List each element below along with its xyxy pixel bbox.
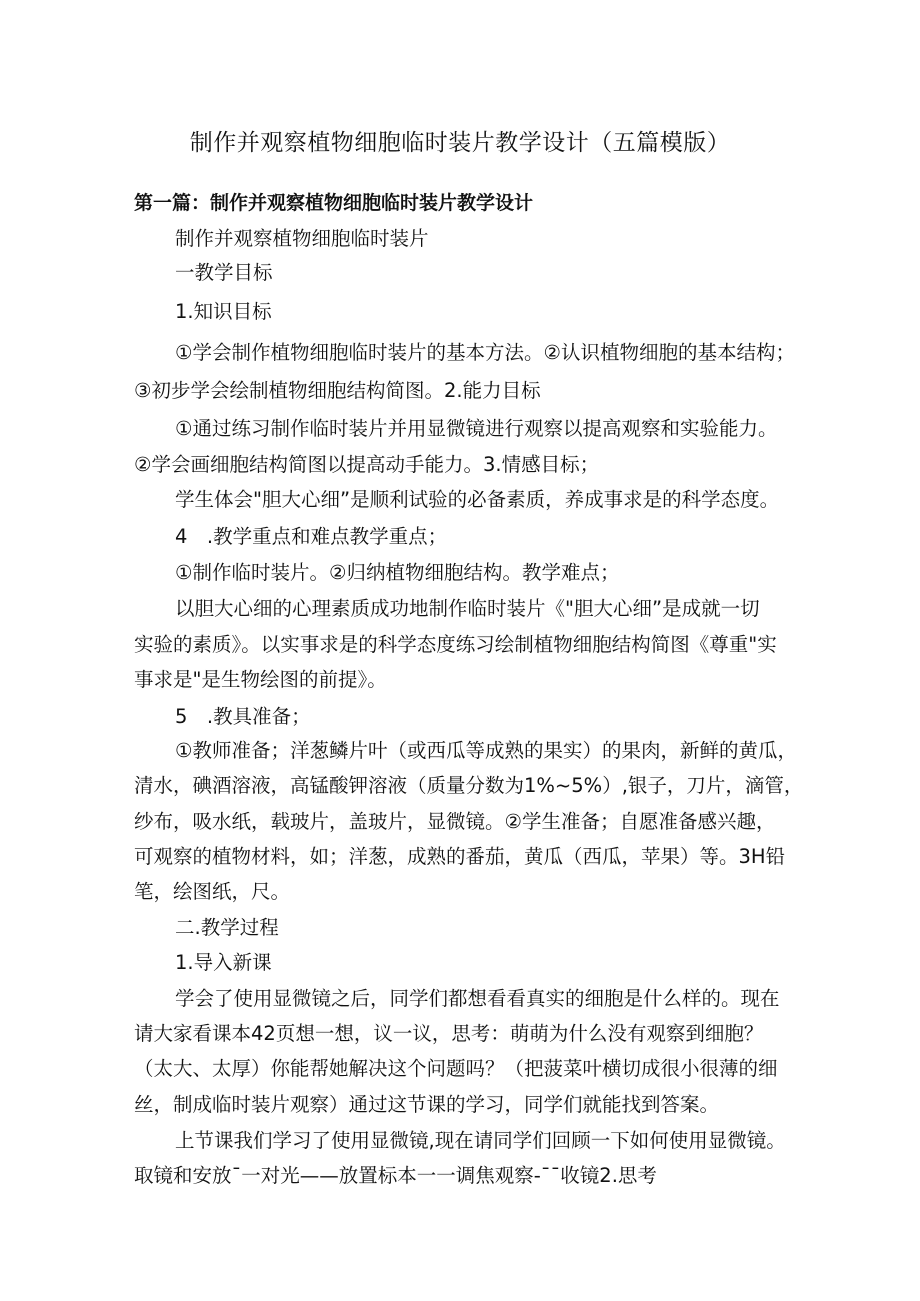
paragraph-line: （太大、太厚）你能帮她解决这个问题吗？（把菠菜叶横切成很小很薄的细 [134, 1057, 778, 1080]
paragraph-line: 清水，碘酒溶液，高锰酸钾溶液（质量分数为1%~5%）,银子，刀片，滴管， [134, 774, 804, 797]
paragraph-line: 纱布，吸水纸，载玻片，盖玻片，显微镜。②学生准备；自愿准备感兴趣， [134, 810, 776, 833]
paragraph-line: 请大家看课本42页想一想，议一议，思考：萌萌为什么没有观察到细胞？ [134, 1022, 764, 1045]
paragraph-line: 以胆大心细的心理素质成功地制作临时装片《"胆大心细”是成就一切 [175, 597, 760, 620]
paragraph-line: 可观察的植物材料，如；洋葱，成熟的番茄，黄瓜（西瓜，苹果）等。3H铅 [134, 845, 786, 868]
paragraph-line: 丝，制成临时装片观察）通过这节课的学习，同学们就能找到答案。 [134, 1093, 720, 1116]
paragraph-line: 4 .教学重点和难点教学重点； [175, 525, 448, 548]
paragraph-line: 学生体会"胆大心细”是顺利试验的必备素质，养成事求是的科学态度。 [175, 488, 780, 511]
paragraph-line: ③初步学会绘制植物细胞结构简图。2.能力目标 [134, 379, 541, 402]
paragraph-line: 取镜和安放¯一对光——放置标本一一调焦观察-¯¯收镜2.思考 [134, 1164, 657, 1187]
paragraph-line: ①学会制作植物细胞临时装片的基本方法。②认识植物细胞的基本结构； [175, 341, 795, 364]
section-heading: 第一篇：制作并观察植物细胞临时装片教学设计 [134, 192, 534, 214]
paragraph-line: 1.知识目标 [175, 300, 272, 323]
paragraph-line: 学会了使用显微镜之后，同学们都想看看真实的细胞是什么样的。现在 [175, 987, 780, 1010]
paragraph-line: 事求是"是生物绘图的前提》。 [134, 668, 387, 691]
paragraph-line: 1.导入新课 [175, 951, 272, 974]
paragraph-line: ①制作临时装片。②归纳植物细胞结构。教学难点； [175, 561, 620, 584]
paragraph-line: ②学会画细胞结构简图以提高动手能力。3.情感目标； [134, 453, 600, 476]
paragraph-line: 制作并观察植物细胞临时装片 [175, 227, 429, 250]
paragraph-line: 笔，绘图纸，尺。 [134, 880, 291, 903]
paragraph-line: 实验的素质》。以实事求是的科学态度练习绘制植物细胞结构简图《尊重"实 [134, 633, 777, 656]
paragraph-line: 5 .教具准备； [175, 705, 311, 728]
paragraph-line: 一教学目标 [175, 261, 273, 284]
paragraph-line: ①通过练习制作临时装片并用显微镜进行观察以提高观察和实验能力。 [175, 417, 778, 440]
paragraph-line: 二.教学过程 [175, 916, 279, 939]
paragraph-line: 上节课我们学习了使用显微镜,现在请同学们回顾一下如何使用显微镜。 [175, 1129, 786, 1152]
paragraph-line: ①教师准备；洋葱鳞片叶（或西瓜等成熟的果实）的果肉，新鲜的黄瓜， [175, 739, 797, 762]
document-title: 制作并观察植物细胞临时装片教学设计（五篇模版） [189, 130, 731, 156]
